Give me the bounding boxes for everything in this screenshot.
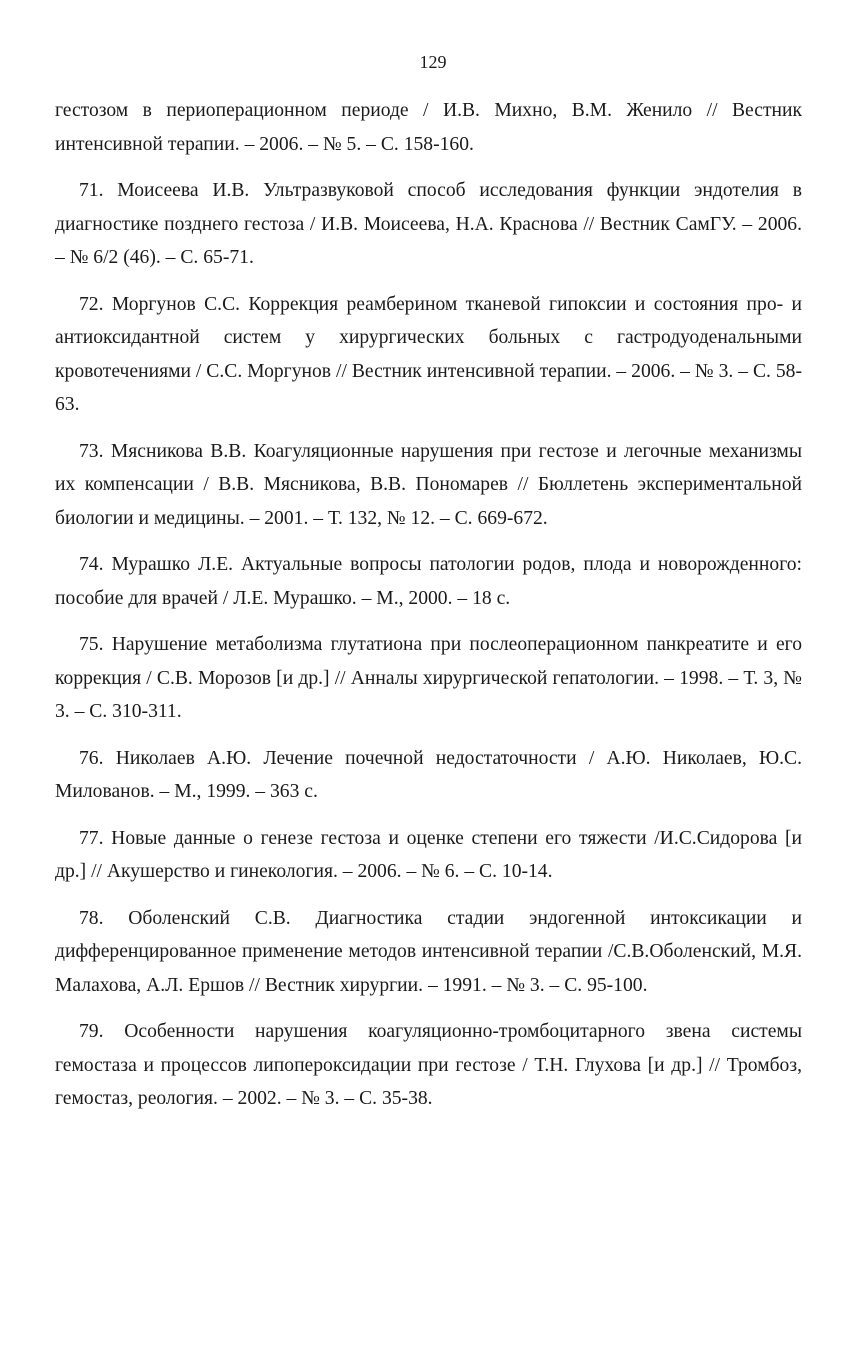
reference-entry-79: 79. Особенности нарушения коагуляционно-тромбоцитарного звена системы гемостаза и процессов липопероксидации при гестозе / Т.Н. Глухова [и др.] // Тромбоз, гемостаз, реология. – 2002. – № 3. – С. 35-38.: [55, 1021, 802, 1109]
reference-entry-72: 72. Моргунов С.С. Коррекция реамберином тканевой гипоксии и состояния про- и антиоксидантной систем у хирургических больных с гастродуоденальными кровотечениями / С.С. Моргунов // Вестник интенсивной терапии. – 2006. – № 3. – С. 58-63.: [55, 293, 802, 415]
reference-entry-71: 71. Моисеева И.В. Ультразвуковой способ исследования функции эндотелия в диагностике позднего гестоза / И.В. Моисеева, Н.А. Краснова // Вестник СамГУ. – 2006. – № 6/2 (46). – С. 65-71.: [55, 180, 802, 268]
reference-entry-75: 75. Нарушение метаболизма глутатиона при послеоперационном панкреатите и его коррекция / С.В. Морозов [и др.] // Анналы хирургической гепатологии. – 1998. – Т. 3, № 3. – С. 310-311.: [55, 634, 802, 722]
reference-entry-76: 76. Николаев А.Ю. Лечение почечной недостаточности / А.Ю. Николаев, Ю.С. Милованов. – М., 1999. – 363 с.: [55, 747, 802, 802]
reference-entry-78: 78. Оболенский С.В. Диагностика стадии эндогенной интоксикации и дифференцированное применение методов интенсивной терапии /С.В.Оболенский, М.Я. Малахова, А.Л. Ершов // Вестник хирургии. – 1991. – № 3. – С. 95-100.: [55, 907, 802, 996]
reference-entry-continued: гестозом в периоперационном периоде / И.В. Михно, В.М. Женило // Вестник интенсивной терапии. – 2006. – № 5. – С. 158-160.: [55, 100, 802, 155]
reference-list: [55, 94, 802, 1129]
reference-entry-73: 73. Мясникова В.В. Коагуляционные нарушения при гестозе и легочные механизмы их компенсации / В.В. Мясникова, В.В. Пономарев // Бюллетень экспериментальной биологии и медицины. – 2001. – Т. 132, № 12. – С. 669-672.: [55, 440, 802, 529]
reference-entry-77: 77. Новые данные о генезе гестоза и оценке степени его тяжести /И.С.Сидорова [и др.] // Акушерство и гинекология. – 2006. – № 6. – С. 10-14.: [55, 827, 802, 882]
reference-entry-74: 74. Мурашко Л.Е. Актуальные вопросы патологии родов, плода и новорожденного: пособие для врачей / Л.Е. Мурашко. – М., 2000. – 18 с.: [55, 554, 802, 609]
page-number: 129: [419, 52, 447, 72]
